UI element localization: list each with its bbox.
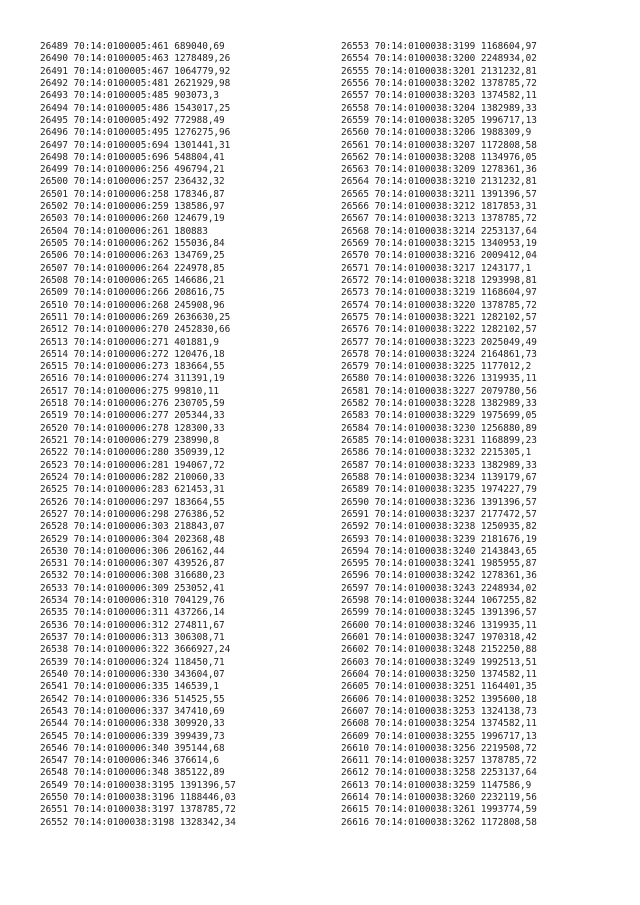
record-row: 26539 70:14:0100006:324 118450,71: [40, 656, 225, 668]
record-row: 26605 70:14:0100038:3251 1164401,35: [341, 681, 537, 693]
record-row: 26580 70:14:0100038:3226 1319935,11: [341, 373, 537, 385]
record-row: 26579 70:14:0100038:3225 1177012,2: [341, 361, 532, 373]
record-row: 26497 70:14:0100005:694 1301441,31: [40, 139, 231, 151]
record-row: 26534 70:14:0100006:310 704129,76: [40, 595, 225, 607]
record-row: 26531 70:14:0100006:307 439526,87: [40, 558, 225, 570]
record-row: 26596 70:14:0100038:3242 1278361,36: [341, 570, 537, 582]
record-row: 26575 70:14:0100038:3221 1282102,57: [341, 311, 537, 323]
record-row: 26511 70:14:0100006:269 2636630,25: [40, 311, 231, 323]
record-row: 26588 70:14:0100038:3234 1139179,67: [341, 471, 537, 483]
record-row: 26551 70:14:0100038:3197 1378785,72: [40, 804, 236, 816]
record-row: 26550 70:14:0100038:3196 1188446,03: [40, 792, 236, 804]
record-row: 26561 70:14:0100038:3207 1172808,58: [341, 139, 537, 151]
record-row: 26508 70:14:0100006:265 146686,21: [40, 274, 225, 286]
record-row: 26593 70:14:0100038:3239 2181676,19: [341, 533, 537, 545]
record-row: 26556 70:14:0100038:3202 1378785,72: [341, 77, 537, 89]
record-row: 26594 70:14:0100038:3240 2143843,65: [341, 545, 537, 557]
record-row: 26530 70:14:0100006:306 206162,44: [40, 545, 225, 557]
record-row: 26515 70:14:0100006:273 183664,55: [40, 361, 225, 373]
record-row: 26493 70:14:0100005:485 903073,3: [40, 90, 220, 102]
record-row: 26501 70:14:0100006:258 178346,87: [40, 188, 225, 200]
record-row: 26573 70:14:0100038:3219 1168604,97: [341, 287, 537, 299]
record-row: 26601 70:14:0100038:3247 1970318,42: [341, 632, 537, 643]
record-row: 26600 70:14:0100038:3246 1319935,11: [341, 619, 537, 631]
record-row: 26499 70:14:0100006:256 496794,21: [40, 164, 225, 176]
record-row: 26583 70:14:0100038:3229 1975699,05: [341, 410, 537, 422]
record-row: 26574 70:14:0100038:3220 1378785,72: [341, 299, 537, 311]
record-row: 26568 70:14:0100038:3214 2253137,64: [341, 225, 537, 237]
record-row: 26599 70:14:0100038:3245 1391396,57: [341, 607, 537, 619]
record-row: 26586 70:14:0100038:3232 2215305,1: [341, 447, 532, 459]
right-column: [341, 41, 537, 829]
record-row: 26609 70:14:0100038:3255 1996717,13: [341, 730, 537, 742]
record-row: 26520 70:14:0100006:278 128300,33: [40, 422, 225, 434]
record-row: 26544 70:14:0100006:338 309920,33: [40, 718, 225, 730]
record-row: 26606 70:14:0100038:3252 1395600,18: [341, 693, 537, 705]
record-row: 26607 70:14:0100038:3253 1324138,73: [341, 705, 537, 717]
record-row: 26597 70:14:0100038:3243 2248934,02: [341, 582, 537, 594]
record-row: 26541 70:14:0100006:335 146539,1: [40, 681, 220, 693]
record-row: 26610 70:14:0100038:3256 2219508,72: [341, 742, 537, 754]
record-row: 26507 70:14:0100006:264 224978,85: [40, 262, 225, 274]
record-row: 26546 70:14:0100006:340 395144,68: [40, 742, 225, 754]
left-column: [40, 41, 236, 829]
record-row: 26613 70:14:0100038:3259 1147586,9: [341, 779, 532, 791]
record-row: 26562 70:14:0100038:3208 1134976,05: [341, 151, 537, 163]
record-row: 26587 70:14:0100038:3233 1382989,33: [341, 459, 537, 471]
record-row: 26548 70:14:0100006:348 385122,89: [40, 767, 225, 779]
record-row: 26598 70:14:0100038:3244 1067255,82: [341, 595, 537, 607]
record-row: 26526 70:14:0100006:297 183664,55: [40, 496, 225, 508]
record-row: 26614 70:14:0100038:3260 2232119,56: [341, 792, 537, 804]
record-row: 26491 70:14:0100005:467 1064779,92: [40, 65, 231, 77]
record-row: 26572 70:14:0100038:3218 1293998,81: [341, 274, 537, 286]
record-row: 26512 70:14:0100006:270 2452830,66: [40, 324, 231, 336]
record-row: 26554 70:14:0100038:3200 2248934,02: [341, 53, 537, 65]
record-row: 26522 70:14:0100006:280 350939,12: [40, 447, 225, 459]
record-row: 26529 70:14:0100006:304 202368,48: [40, 533, 225, 545]
record-row: 26552 70:14:0100038:3198 1328342,34: [40, 816, 236, 828]
record-row: 26545 70:14:0100006:339 399439,73: [40, 730, 225, 742]
record-row: 26553 70:14:0100038:3199 1168604,97: [341, 41, 537, 52]
record-row: 26602 70:14:0100038:3248 2152250,88: [341, 644, 537, 656]
record-row: 26584 70:14:0100038:3230 1256880,89: [341, 422, 537, 434]
record-row: 26517 70:14:0100006:275 99810,11: [40, 385, 220, 397]
record-row: 26591 70:14:0100038:3237 2177472,57: [341, 508, 537, 520]
record-row: 26590 70:14:0100038:3236 1391396,57: [341, 496, 537, 508]
record-row: 26582 70:14:0100038:3228 1382989,33: [341, 398, 537, 410]
record-row: 26506 70:14:0100006:263 134769,25: [40, 250, 225, 262]
record-row: 26604 70:14:0100038:3250 1374582,11: [341, 668, 537, 680]
record-row: 26557 70:14:0100038:3203 1374582,11: [341, 90, 537, 102]
record-row: 26547 70:14:0100006:346 376614,6: [40, 755, 220, 767]
record-row: 26565 70:14:0100038:3211 1391396,57: [341, 188, 537, 200]
record-row: 26603 70:14:0100038:3249 1992513,51: [341, 656, 537, 668]
record-row: 26543 70:14:0100006:337 347410,69: [40, 705, 225, 717]
record-row: 26595 70:14:0100038:3241 1985955,87: [341, 558, 537, 570]
record-row: 26510 70:14:0100006:268 245908,96: [40, 299, 225, 311]
record-row: 26566 70:14:0100038:3212 1817853,31: [341, 201, 537, 213]
record-row: 26538 70:14:0100006:322 3666927,24: [40, 644, 231, 656]
record-row: 26525 70:14:0100006:283 621453,31: [40, 484, 225, 496]
record-row: 26523 70:14:0100006:281 194067,72: [40, 459, 225, 471]
record-row: 26560 70:14:0100038:3206 1988309,9: [341, 127, 532, 139]
record-row: 26589 70:14:0100038:3235 1974227,79: [341, 484, 537, 496]
record-row: 26516 70:14:0100006:274 311391,19: [40, 373, 225, 385]
record-row: 26492 70:14:0100005:481 2621929,98: [40, 77, 231, 89]
record-row: 26571 70:14:0100038:3217 1243177,1: [341, 262, 532, 274]
record-row: 26578 70:14:0100038:3224 2164861,73: [341, 348, 537, 360]
record-row: 26502 70:14:0100006:259 138586,97: [40, 201, 225, 213]
record-row: 26495 70:14:0100005:492 772988,49: [40, 114, 225, 126]
record-row: 26527 70:14:0100006:298 276386,52: [40, 508, 225, 520]
record-row: 26555 70:14:0100038:3201 2131232,81: [341, 65, 537, 77]
record-row: 26504 70:14:0100006:261 180883: [40, 225, 208, 237]
record-row: 26537 70:14:0100006:313 306308,71: [40, 632, 225, 643]
record-row: 26494 70:14:0100005:486 1543017,25: [40, 102, 231, 114]
record-row: 26500 70:14:0100006:257 236432,32: [40, 176, 225, 188]
record-row: 26505 70:14:0100006:262 155036,84: [40, 238, 225, 249]
record-row: 26576 70:14:0100038:3222 1282102,57: [341, 324, 537, 336]
record-row: 26567 70:14:0100038:3213 1378785,72: [341, 213, 537, 225]
record-row: 26558 70:14:0100038:3204 1382989,33: [341, 102, 537, 114]
record-row: 26564 70:14:0100038:3210 2131232,81: [341, 176, 537, 188]
record-row: 26509 70:14:0100006:266 208616,75: [40, 287, 225, 299]
record-row: 26563 70:14:0100038:3209 1278361,36: [341, 164, 537, 176]
record-row: 26612 70:14:0100038:3258 2253137,64: [341, 767, 537, 779]
record-row: 26514 70:14:0100006:272 120476,18: [40, 348, 225, 360]
record-row: 26490 70:14:0100005:463 1278489,26: [40, 53, 231, 65]
record-row: 26577 70:14:0100038:3223 2025049,49: [341, 336, 537, 348]
record-row: 26570 70:14:0100038:3216 2009412,04: [341, 250, 537, 262]
record-row: 26611 70:14:0100038:3257 1378785,72: [341, 755, 537, 767]
record-row: 26498 70:14:0100005:696 548804,41: [40, 151, 225, 163]
record-row: 26521 70:14:0100006:279 238990,8: [40, 435, 220, 446]
record-row: 26533 70:14:0100006:309 253052,41: [40, 582, 225, 594]
record-row: 26608 70:14:0100038:3254 1374582,11: [341, 718, 537, 730]
record-row: 26592 70:14:0100038:3238 1250935,82: [341, 521, 537, 533]
record-row: 26503 70:14:0100006:260 124679,19: [40, 213, 225, 225]
record-row: 26496 70:14:0100005:495 1276275,96: [40, 127, 231, 139]
record-row: 26615 70:14:0100038:3261 1993774,59: [341, 804, 537, 816]
record-row: 26549 70:14:0100038:3195 1391396,57: [40, 779, 236, 791]
record-row: 26569 70:14:0100038:3215 1340953,19: [341, 238, 537, 249]
record-row: 26536 70:14:0100006:312 274811,67: [40, 619, 225, 631]
record-row: 26489 70:14:0100005:461 689040,69: [40, 41, 225, 52]
record-row: 26559 70:14:0100038:3205 1996717,13: [341, 114, 537, 126]
record-row: 26616 70:14:0100038:3262 1172808,58: [341, 816, 537, 828]
record-row: 26532 70:14:0100006:308 316680,23: [40, 570, 225, 582]
record-row: 26513 70:14:0100006:271 401881,9: [40, 336, 220, 348]
record-row: 26540 70:14:0100006:330 343604,07: [40, 668, 225, 680]
record-row: 26585 70:14:0100038:3231 1168899,23: [341, 435, 537, 446]
record-row: 26528 70:14:0100006:303 218843,07: [40, 521, 225, 533]
record-row: 26524 70:14:0100006:282 210060,33: [40, 471, 225, 483]
record-row: 26519 70:14:0100006:277 205344,33: [40, 410, 225, 422]
record-row: 26518 70:14:0100006:276 230705,59: [40, 398, 225, 410]
record-row: 26542 70:14:0100006:336 514525,55: [40, 693, 225, 705]
record-row: 26535 70:14:0100006:311 437266,14: [40, 607, 225, 619]
record-row: 26581 70:14:0100038:3227 2079780,56: [341, 385, 537, 397]
